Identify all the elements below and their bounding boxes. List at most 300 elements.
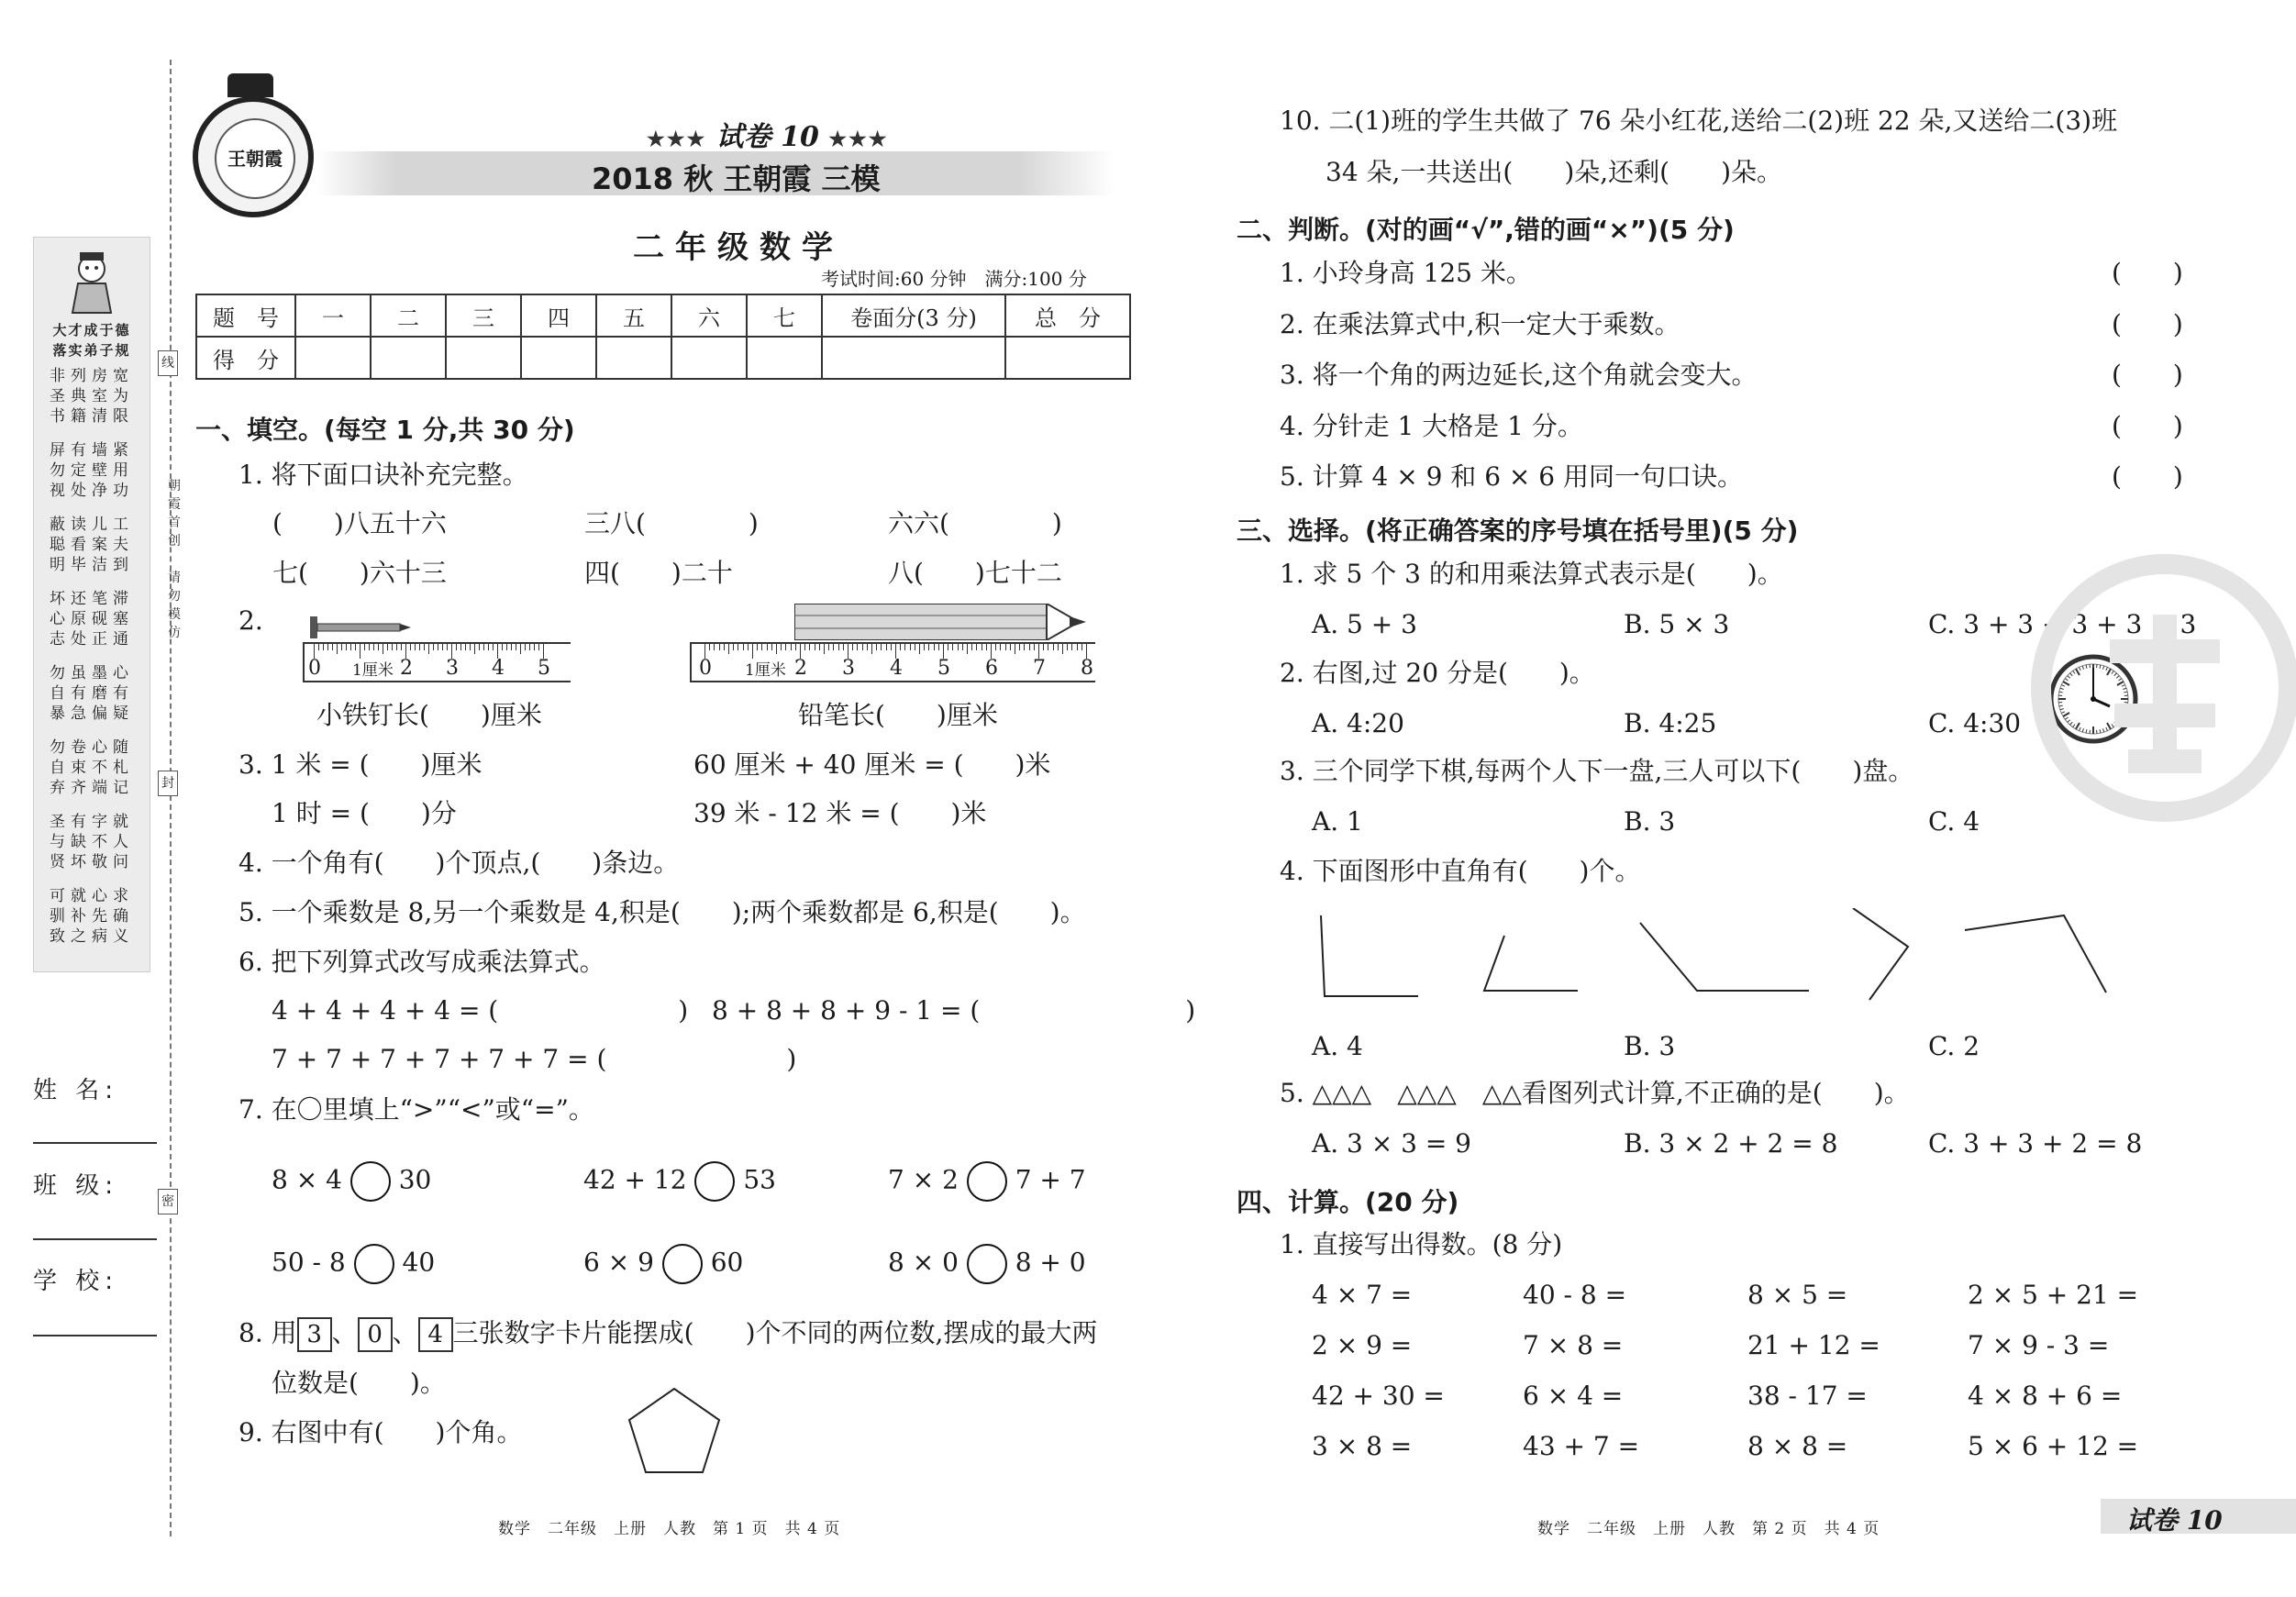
ruler-number: 4 — [890, 657, 903, 680]
ruler-tick — [1034, 644, 1035, 650]
idiom-line: 弃齐端记 — [50, 779, 134, 797]
calc-item: 38 - 17 = — [1747, 1381, 1868, 1411]
question-9: 9. 右图中有( )个角。 — [238, 1417, 523, 1447]
ruler-tick — [470, 644, 471, 650]
ruler-number: 3 — [446, 657, 459, 680]
score-header-cell: 二 — [371, 294, 446, 337]
calc-item: 21 + 12 = — [1747, 1330, 1880, 1360]
ruler-tick — [904, 644, 905, 650]
ruler-1 — [303, 642, 571, 682]
ruler-tick — [460, 644, 461, 650]
q6-item: 8 + 8 + 8 + 9 - 1 = ( ) — [712, 995, 1196, 1026]
choice-option[interactable]: B. 3 × 2 + 2 = 8 — [1624, 1128, 1838, 1159]
question-7: 7. 在〇里填上“>”“<”或“=”。 — [238, 1094, 594, 1125]
seal-mark-seal: 封 — [158, 771, 178, 796]
q6-item: 7 + 7 + 7 + 7 + 7 + 7 = ( ) — [272, 1044, 797, 1074]
brand-logo — [193, 96, 314, 217]
ruler-tick — [728, 644, 729, 654]
ruler-tick — [525, 644, 526, 650]
motto-line-1: 大才成于德 — [52, 322, 131, 338]
choice-question: 1. 求 5 个 3 的和用乘法算式表示是( )。 — [1280, 559, 1783, 589]
ruler-number: 7 — [1033, 657, 1046, 680]
ruler-tick — [373, 644, 374, 650]
ruler-number: 1厘米 — [745, 661, 786, 680]
ruler-tick — [995, 644, 996, 650]
ruler-tick — [709, 644, 710, 650]
ruler-tick — [318, 644, 319, 650]
q7-item — [272, 1244, 435, 1284]
q7-item — [888, 1161, 1086, 1202]
q7-right: 30 — [398, 1164, 432, 1195]
q10-line-2: 34 朵,一共送出( )朵,还剩( )朵。 — [1325, 157, 1783, 187]
idiom-line: 自束不札 — [50, 759, 134, 777]
calc-item: 2 × 9 = — [1312, 1330, 1413, 1360]
score-table-header — [196, 294, 1130, 337]
ruler-number: 5 — [937, 657, 950, 680]
score-header-cell: 五 — [596, 294, 671, 337]
ruler-number: 0 — [308, 657, 321, 680]
fold-line — [170, 60, 172, 1536]
score-cell[interactable] — [521, 337, 596, 379]
choice-option[interactable]: A. 3 × 3 = 9 — [1312, 1128, 1471, 1159]
ruler-tick — [934, 644, 935, 650]
choice-option[interactable]: A. 4:20 — [1312, 708, 1404, 738]
question-6: 6. 把下列算式改写成乘法算式。 — [238, 947, 605, 977]
score-cell[interactable] — [1005, 337, 1130, 379]
question-8: 8. 用 3 、 0 、 4 三张数字卡片能摆成( )个不同的两位数,摆成的最大两 — [238, 1317, 1097, 1352]
idiom-line: 勿虽墨心 — [50, 664, 134, 682]
choice-question: 4. 下面图形中直角有( )个。 — [1280, 856, 1641, 886]
answer-paren[interactable]: ( ) — [2112, 461, 2183, 492]
question-1: 1. 将下面口诀补充完整。 — [238, 460, 528, 490]
ruler-tick — [387, 644, 388, 650]
choice-option[interactable]: C. 3 + 3 + 3 + 3 + 3 — [1928, 609, 2197, 639]
ruler-tick — [1010, 644, 1011, 650]
ruler-tick — [781, 644, 782, 650]
ruler-tick — [795, 644, 796, 650]
q7-item — [583, 1244, 743, 1284]
q8-line-2: 位数是( )。 — [272, 1368, 446, 1398]
ruler-tick — [876, 644, 877, 650]
score-header-cell: 总 分 — [1005, 294, 1130, 337]
calc-item: 3 × 8 = — [1312, 1431, 1413, 1461]
judge-item: 3. 将一个角的两边延长,这个角就会变大。 — [1280, 360, 1758, 390]
ruler-tick — [506, 644, 507, 650]
ruler-tick — [900, 644, 901, 650]
digit-card: 4 — [418, 1317, 453, 1352]
ruler-tick — [534, 644, 535, 650]
idiom-line: 志处正通 — [50, 630, 134, 649]
ruler-tick — [724, 644, 725, 650]
idiom-line: 可就心求 — [50, 887, 134, 905]
calc-item: 40 - 8 = — [1523, 1280, 1627, 1310]
calc-item: 4 × 8 + 6 = — [1968, 1381, 2123, 1411]
footer-right: 数学 二年级 上册 人教 第 2 页 共 4 页 — [1537, 1520, 1880, 1538]
ruler-tick — [743, 644, 744, 650]
calc-item: 6 × 4 = — [1523, 1381, 1624, 1411]
idiom-line: 圣有字就 — [50, 813, 134, 831]
ruler-tick — [891, 644, 892, 650]
ruler-tick — [1024, 644, 1025, 650]
ruler-number: 4 — [492, 657, 505, 680]
ruler-tick — [465, 644, 466, 650]
angle-figures — [1312, 908, 2119, 1013]
ruler-tick — [857, 644, 858, 650]
q7-left: 50 - 8 — [272, 1247, 346, 1278]
ruler-tick — [785, 644, 786, 650]
score-cell[interactable] — [446, 337, 521, 379]
compare-circle[interactable] — [967, 1161, 1007, 1202]
ruler-tick — [962, 644, 963, 650]
idiom-line: 视处净功 — [50, 482, 134, 500]
seal-mark-line: 线 — [158, 350, 178, 376]
q7-left: 8 × 0 — [888, 1247, 959, 1278]
idiom-line: 非列房宽 — [50, 367, 134, 385]
score-header-cell: 三 — [446, 294, 521, 337]
score-cell[interactable] — [671, 337, 747, 379]
q8-prefix: 8. 用 — [238, 1317, 297, 1348]
page-title: 2018 秋 王朝霞 三模 — [592, 161, 881, 196]
ruler-tick — [323, 644, 324, 650]
idiom-line: 驯补先确 — [50, 907, 134, 926]
idiom-line: 暴急偏疑 — [50, 704, 134, 723]
secret-watermark — [2027, 550, 2296, 829]
ruler-tick — [838, 644, 839, 650]
ruler-tick — [719, 644, 720, 650]
ruler-number: 5 — [538, 657, 550, 680]
ruler-tick — [971, 644, 972, 650]
q1-item: 八( )七十二 — [888, 558, 1062, 588]
judge-item: 2. 在乘法算式中,积一定大于乘数。 — [1280, 308, 1680, 339]
ruler-tick — [852, 644, 853, 650]
compare-circle[interactable] — [694, 1161, 735, 1202]
ruler-tick — [337, 644, 338, 654]
nail-icon — [310, 616, 411, 642]
ruler-tick — [862, 644, 863, 650]
calc-item: 43 + 7 = — [1523, 1431, 1640, 1461]
compare-circle[interactable] — [662, 1244, 703, 1284]
ruler-tick — [341, 644, 342, 650]
ruler-tick — [771, 644, 772, 650]
digit-card: 0 — [358, 1317, 393, 1352]
ruler-tick — [419, 644, 420, 650]
ruler-tick — [511, 644, 512, 650]
paper-no-value: 10 — [781, 121, 819, 153]
ruler-tick — [538, 644, 539, 650]
class-field[interactable] — [33, 1238, 157, 1240]
ruler-tick — [442, 644, 443, 650]
ruler-tick — [928, 644, 929, 650]
choice-question: 5. △△△ △△△ △△看图列式计算,不正确的是( )。 — [1280, 1078, 1910, 1108]
q7-item — [583, 1161, 776, 1202]
choice-option[interactable]: A. 5 + 3 — [1312, 609, 1417, 639]
ruler-2 — [690, 642, 1095, 682]
ruler-tick — [364, 644, 365, 650]
ruler-tick — [502, 644, 503, 650]
school-label: 学 校: — [33, 1268, 119, 1295]
footer-paper-tab: 试卷 10 — [2126, 1505, 2223, 1536]
section-1-title: 一、填空。(每空 1 分,共 30 分) — [195, 415, 575, 445]
ruler-tick — [392, 644, 393, 650]
ruler-2-caption: 铅笔长( )厘米 — [798, 700, 998, 730]
question-10: 10. 二(1)班的学生共做了 76 朵小红花,送给二(2)班 22 朵,又送给二(3)班 — [1280, 105, 2118, 136]
q1-item: 六六( ) — [888, 508, 1062, 538]
score-table — [195, 294, 1131, 380]
judge-item: 4. 分针走 1 大格是 1 分。 — [1280, 410, 1583, 441]
idiom-line: 屏有墙紧 — [50, 441, 134, 460]
q3-item: 60 厘米 + 40 厘米 = ( )米 — [693, 749, 1051, 780]
calc-item: 5 × 6 + 12 = — [1968, 1431, 2139, 1461]
ruler-tick — [1077, 644, 1078, 650]
ruler-tick — [483, 644, 484, 650]
idiom-line: 心原砚塞 — [50, 610, 134, 628]
paper-label: 试卷 — [715, 121, 771, 153]
ruler-tick — [804, 644, 805, 650]
crown-icon — [227, 73, 273, 97]
q1-item: ( )八五十六 — [272, 508, 447, 538]
idiom-line: 蔽读儿工 — [50, 516, 134, 534]
ruler-tick — [1062, 644, 1063, 654]
section-3-title: 三、选择。(将正确答案的序号填在括号里)(5 分) — [1237, 516, 1799, 546]
paper-number — [647, 114, 888, 154]
choice-option[interactable]: C. 4:30 — [1928, 708, 2022, 738]
q7-item — [888, 1244, 1086, 1284]
q1-item: 四( )二十 — [584, 558, 733, 588]
answer-paren[interactable]: ( ) — [2112, 308, 2183, 339]
ruler-tick — [733, 644, 734, 650]
q7-right: 8 + 0 — [1015, 1247, 1086, 1278]
q1-item: 七( )六十三 — [272, 558, 447, 588]
ruler-tick — [488, 644, 489, 650]
ruler-tick — [355, 644, 356, 650]
idiom-line: 自有磨有 — [50, 684, 134, 703]
calc-item: 42 + 30 = — [1312, 1381, 1445, 1411]
q3-item: 1 时 = ( )分 — [272, 798, 457, 828]
choice-option[interactable]: B. 5 × 3 — [1624, 609, 1730, 639]
ruler-tick — [748, 644, 749, 650]
q7-right: 40 — [402, 1247, 436, 1278]
idiom-line: 勿定壁用 — [50, 461, 134, 480]
score-table-row — [196, 337, 1130, 379]
choice-option[interactable]: C. 2 — [1928, 1031, 1980, 1061]
ruler-tick — [714, 644, 715, 650]
ruler-tick — [332, 644, 333, 650]
name-field[interactable] — [33, 1142, 157, 1144]
digit-card: 3 — [297, 1317, 332, 1352]
ruler-number: 6 — [985, 657, 998, 680]
ruler-tick — [346, 644, 347, 650]
calc-item: 8 × 8 = — [1747, 1431, 1848, 1461]
idiom-line: 坏还笔滞 — [50, 590, 134, 608]
q7-left: 42 + 12 — [583, 1164, 687, 1195]
idiom-line: 圣典室为 — [50, 387, 134, 405]
ruler-tick — [1029, 644, 1030, 650]
q7-left: 7 × 2 — [888, 1164, 959, 1195]
calc-title: 1. 直接写出得数。(8 分) — [1280, 1229, 1563, 1259]
calc-item: 4 × 7 = — [1312, 1280, 1413, 1310]
pencil-icon — [794, 604, 1088, 644]
idiom-line: 与缺不人 — [50, 833, 134, 851]
question-4: 4. 一个角有( )个顶点,( )条边。 — [238, 848, 680, 878]
ruler-tick — [1067, 644, 1068, 650]
judge-item: 1. 小玲身高 125 米。 — [1280, 258, 1532, 288]
footer-left: 数学 二年级 上册 人教 第 1 页 共 4 页 — [498, 1520, 841, 1538]
ruler-tick — [1005, 644, 1006, 650]
q7-right: 53 — [743, 1164, 776, 1195]
q3-item: 3. 1 米 = ( )厘米 — [238, 749, 482, 780]
score-row-label: 得 分 — [196, 337, 295, 379]
ruler-tick — [776, 644, 777, 654]
name-label: 姓 名: — [33, 1077, 119, 1104]
class-label: 班 级: — [33, 1172, 119, 1200]
answer-paren[interactable]: ( ) — [2112, 258, 2183, 288]
ruler-tick — [529, 644, 530, 650]
vertical-note-2: 请勿模仿 — [168, 571, 181, 640]
calc-item: 7 × 9 - 3 = — [1968, 1330, 2110, 1360]
calc-item: 7 × 8 = — [1523, 1330, 1624, 1360]
calc-item: 8 × 5 = — [1747, 1280, 1848, 1310]
choice-question: 3. 三个同学下棋,每两个人下一盘,三人可以下( )盘。 — [1280, 756, 1914, 786]
choice-option[interactable]: A. 1 — [1312, 806, 1363, 837]
choice-option[interactable]: C. 4 — [1928, 806, 1980, 837]
q7-item — [272, 1161, 431, 1202]
ruler-tick — [350, 644, 351, 650]
ruler-tick — [791, 644, 792, 650]
ruler-tick — [824, 644, 825, 654]
score-cell[interactable] — [371, 337, 446, 379]
pentagon-figure — [624, 1385, 725, 1481]
ruler-tick — [867, 644, 868, 650]
score-cell[interactable] — [295, 337, 371, 379]
ruler-tick — [479, 644, 480, 650]
ruler-tick — [958, 644, 959, 650]
ruler-tick — [809, 644, 810, 650]
ruler-number: 2 — [400, 657, 413, 680]
ruler-tick — [410, 644, 411, 650]
ruler-tick — [401, 644, 402, 650]
ruler-tick — [767, 644, 768, 650]
ruler-tick — [843, 644, 844, 650]
q7-left: 6 × 9 — [583, 1247, 654, 1278]
score-header-cell: 卷面分(3 分) — [822, 294, 1005, 337]
ruler-tick — [433, 644, 434, 650]
ruler-tick — [474, 644, 475, 654]
idiom-line: 致之病义 — [50, 927, 134, 946]
school-field[interactable] — [33, 1335, 157, 1336]
ruler-tick — [976, 644, 977, 650]
q7-right: 60 — [710, 1247, 744, 1278]
ruler-tick — [428, 644, 429, 654]
judge-item: 5. 计算 4 × 9 和 6 × 6 用同一句口诀。 — [1280, 461, 1743, 492]
ruler-tick — [952, 644, 953, 650]
score-cell[interactable] — [747, 337, 822, 379]
ruler-tick — [493, 644, 494, 650]
ruler-tick — [871, 644, 872, 654]
question-5: 5. 一个乘数是 8,另一个乘数是 4,积是( );两个乘数都是 6,积是( )。 — [238, 897, 1086, 927]
choice-option[interactable]: C. 3 + 3 + 2 = 8 — [1928, 1128, 2143, 1159]
ruler-tick — [886, 644, 887, 650]
answer-paren[interactable]: ( ) — [2112, 360, 2183, 390]
ruler-number: 3 — [842, 657, 855, 680]
choice-option[interactable]: B. 3 — [1624, 806, 1676, 837]
ruler-tick — [757, 644, 758, 650]
idiom-line: 聪看案夫 — [50, 536, 134, 554]
ruler-tick — [424, 644, 425, 650]
motto-panel — [33, 237, 150, 972]
ruler-number: 2 — [794, 657, 807, 680]
ruler-tick — [819, 644, 820, 650]
ruler-tick — [761, 644, 762, 650]
ruler-tick — [1000, 644, 1001, 650]
motto-line-2: 落实弟子规 — [52, 342, 131, 359]
score-header-cell: 四 — [521, 294, 596, 337]
compare-circle[interactable] — [350, 1161, 391, 1202]
question-2: 2. — [238, 605, 263, 636]
score-cell[interactable] — [596, 337, 671, 379]
score-header-cell: 七 — [747, 294, 822, 337]
idiom-line: 明毕洁到 — [50, 556, 134, 574]
ruler-tick — [1043, 644, 1044, 650]
ruler-tick — [1081, 644, 1082, 650]
ruler-tick — [456, 644, 457, 650]
calc-item: 2 × 5 + 21 = — [1968, 1280, 2139, 1310]
score-header-cell: 一 — [295, 294, 371, 337]
child-illustration — [60, 249, 124, 315]
section-4-title: 四、计算。(20 分) — [1237, 1187, 1459, 1217]
ruler-tick — [986, 644, 987, 650]
ruler-tick — [828, 644, 829, 650]
ruler-tick — [1058, 644, 1059, 650]
vertical-note-1: 朝霞首创 — [168, 479, 181, 549]
ruler-number: 1厘米 — [352, 661, 394, 680]
ruler-tick — [919, 644, 920, 654]
ruler-tick — [910, 644, 911, 650]
ruler-tick — [967, 644, 968, 654]
compare-circle[interactable] — [967, 1244, 1007, 1284]
ruler-1-caption: 小铁钉长( )厘米 — [316, 700, 542, 730]
score-cell[interactable] — [822, 337, 1005, 379]
choice-option[interactable]: B. 4:25 — [1624, 708, 1717, 738]
score-header-cell: 六 — [671, 294, 747, 337]
choice-option[interactable]: B. 3 — [1624, 1031, 1676, 1061]
ruler-tick — [520, 644, 521, 654]
q1-item: 三八( ) — [584, 508, 759, 538]
ruler-tick — [415, 644, 416, 650]
stars-right: ★★★ — [828, 128, 889, 151]
idiom-line: 勿卷心随 — [50, 738, 134, 757]
stars-left: ★★★ — [647, 128, 707, 151]
ruler-tick — [396, 644, 397, 650]
choice-option[interactable]: A. 4 — [1312, 1031, 1363, 1061]
q7-left: 8 × 4 — [272, 1164, 342, 1195]
answer-paren[interactable]: ( ) — [2112, 410, 2183, 441]
score-header-cell: 题 号 — [196, 294, 295, 337]
ruler-tick — [378, 644, 379, 650]
subject-title: 二年级数学 — [633, 229, 844, 266]
exam-info: 考试时间:60 分钟 满分:100 分 — [821, 268, 1087, 290]
logo-text: 王朝霞 — [215, 118, 295, 199]
ruler-tick — [881, 644, 882, 650]
ruler-tick — [1071, 644, 1072, 650]
ruler-number: 8 — [1081, 657, 1093, 680]
ruler-tick — [1019, 644, 1020, 650]
ruler-tick — [1053, 644, 1054, 650]
compare-circle[interactable] — [354, 1244, 394, 1284]
ruler-tick — [833, 644, 834, 650]
ruler-tick — [938, 644, 939, 650]
choice-question: 2. 右图,过 20 分是( )。 — [1280, 658, 1595, 688]
q6-item: 4 + 4 + 4 + 4 = ( ) — [272, 995, 689, 1026]
